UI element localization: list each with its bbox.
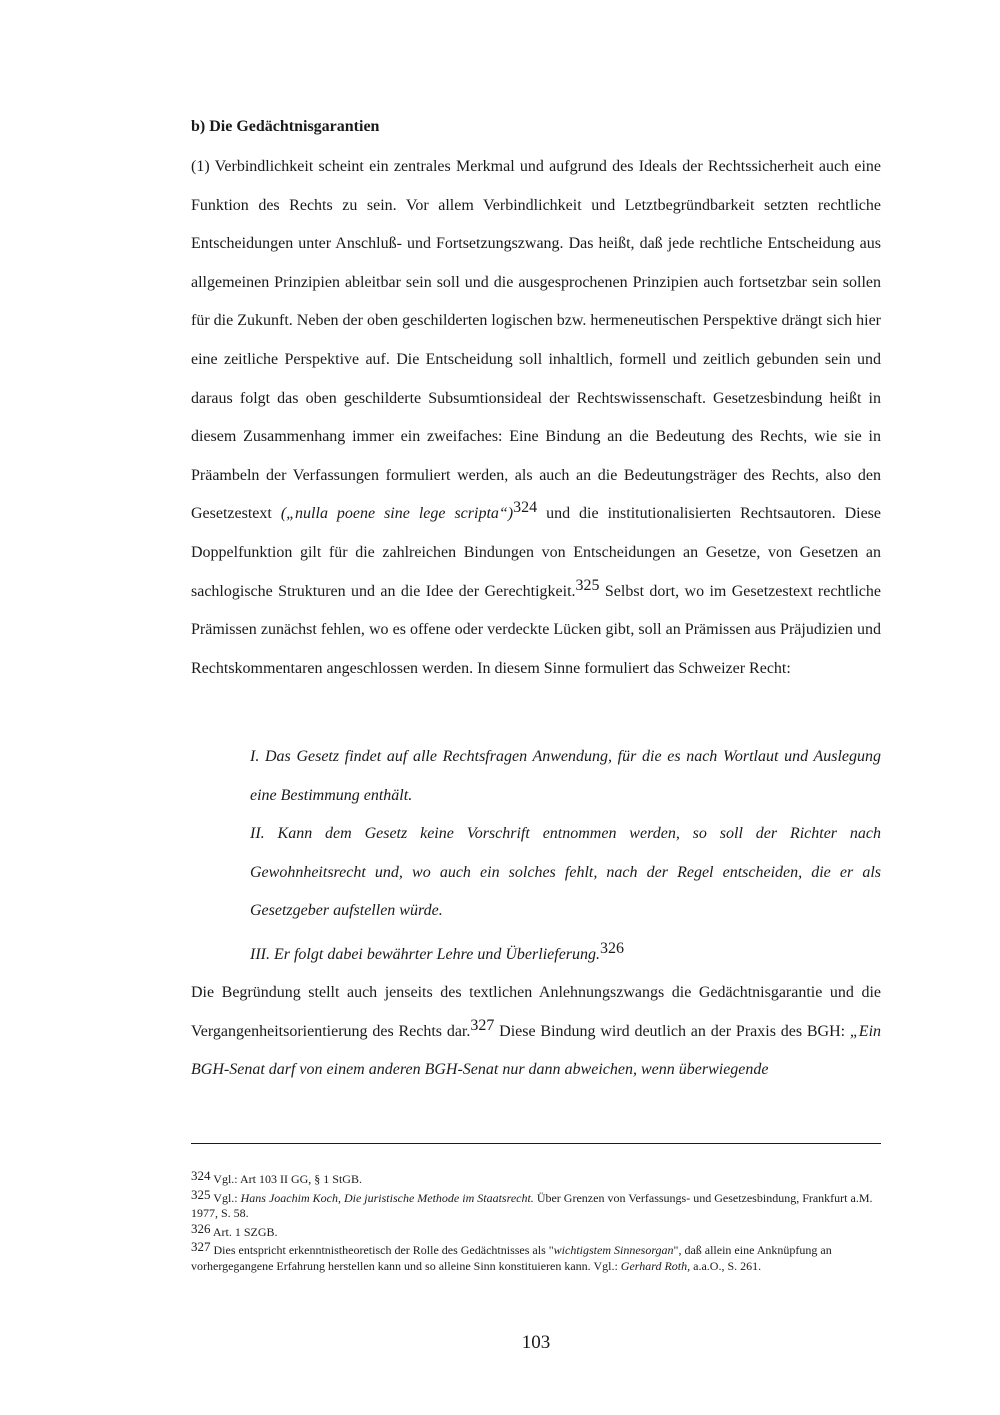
footnote-number: 327: [191, 1239, 211, 1254]
page-number: 103: [521, 1332, 551, 1353]
latin-maxim: („nulla poene sine lege scripta“): [280, 505, 514, 523]
paragraph-1-text-b: und die institutionalisierten Rechtsautoren. Diese Doppelfunktion gilt für die zahlreichen Bindungen von Entscheidungen an Gesetze, von Gesetzen an sachlogische Strukturen und an die Idee der Gerechtigkeit.: [191, 505, 882, 600]
paragraph-1: [191, 148, 881, 688]
paragraph-2-text-a: Die Begründung stellt auch jenseits des textlichen Anlehnungszwangs die Gedächtnisgarantie und die Vergangenheitsorientierung des Rechts dar.: [191, 984, 881, 1040]
paragraph-2-text-b: Diese Bindung wird deutlich an der Praxis des BGH:: [494, 1022, 850, 1040]
bgh-quote: „Ein BGH-Senat darf von einem anderen BGH-Senat nur dann abweichen, wenn überwiegende: [191, 1022, 882, 1079]
footnote-326: [191, 1220, 881, 1241]
footnote-ref-324[interactable]: 324: [513, 499, 538, 517]
paragraph-2: [191, 974, 881, 1090]
footnote-emphasis: wichtigstem Sinnesorgan: [553, 1243, 674, 1257]
footnote-325: [191, 1186, 881, 1222]
footnote-ref-326[interactable]: 326: [600, 940, 625, 957]
footnote-text: Vgl.: Art 103 II GG, § 1 StGB.: [210, 1172, 362, 1186]
footnote-number: 326: [191, 1220, 211, 1236]
footnote-citation-title: Hans Joachim Koch, Die juristische Methode im Staatsrecht.: [240, 1190, 534, 1205]
footnote-text: ", daß allein eine Anknüpfung an vorhergegangene Erfahrung herstellen kann und so alleine Sinn konstituieren kann. Vgl.:: [191, 1243, 832, 1273]
law-quote-1: I. Das Gesetz findet auf alle Rechtsfragen Anwendung, für die es nach Wortlaut und Auslegung eine Bestimmung enthält.: [250, 748, 881, 804]
law-quote-3: [250, 936, 881, 975]
footnote-number: 325: [191, 1186, 211, 1202]
footnote-ref-327[interactable]: 327: [470, 1016, 495, 1034]
footnote-text: Über Grenzen von Verfassungs- und Gesetzesbindung, Frankfurt a.M. 1977, S. 58.: [191, 1190, 873, 1220]
footnote-text: a.a.O., S. 261.: [690, 1258, 762, 1273]
law-quote-3-text: III. Er folgt dabei bewährter Lehre und Überlieferung.: [250, 946, 601, 963]
footnotes: [191, 1168, 881, 1277]
paragraph-1-text-c: Selbst dort, wo im Gesetzestext rechtliche Prämissen zunächst fehlen, wo es offene oder verdeckte Lücken gibt, soll an Prämissen aus Präjudizien und Rechtskommentaren angeschlossen werden. In diesem Sinne formuliert das Schweizer Recht:: [191, 582, 881, 677]
law-quote-2: II. Kann dem Gesetz keine Vorschrift entnommen werden, so soll der Richter nach Gewohnheitsrecht und, wo auch ein solches fehlt, nach der Regel entscheiden, die er als Gesetzgeber aufstellen würde.: [250, 825, 881, 920]
footnote-324: [191, 1168, 881, 1188]
footnote-separator: [191, 1143, 881, 1144]
footnote-citation-author: Gerhard Roth,: [620, 1258, 691, 1273]
paragraph-1-text-a: (1) Verbindlichkeit scheint ein zentrales Merkmal und aufgrund des Ideals der Rechtssicherheit auch eine Funktion des Rechts zu sein. Vor allem Verbindlichkeit und Letztbegründbarkeit setzten rechtliche Entscheidungen unter Anschluß- und Fortsetzungszwang. Das heißt, daß jede rechtliche Entscheidung aus allgemeinen Prinzipien ableitbar sein soll und die ausgesprochenen Prinzipien auch fortsetzbar sein sollen für die Zukunft. Neben der oben geschilderten logischen bzw. hermeneutischen Perspektive drängt sich hier eine zeitliche Perspektive auf. Die Entscheidung soll inhaltlich, formell und zeitlich gebunden sein und daraus folgt das oben geschilderte Subsumtionsideal der Rechtswissenschaft. Gesetzesbindung heißt in diesem Zusammenhang immer ein zweifaches: Eine Bindung an die Bedeutung des Rechts, wie sie in Präambeln der Verfassungen formuliert werden, als auch an die Bedeutungsträger des Rechts, also den Gesetzestext: [191, 158, 881, 523]
footnote-text: Art. 1 SZGB.: [210, 1224, 278, 1239]
footnote-ref-325[interactable]: 325: [575, 576, 600, 594]
footnote-text: Vgl.:: [210, 1190, 241, 1205]
footnote-number: 324: [191, 1168, 211, 1183]
footnote-327: [191, 1239, 881, 1274]
footnote-text: Dies entspricht erkenntnistheoretisch der Rolle des Gedächtnisses als ": [210, 1243, 554, 1257]
section-heading: b) Die Gedächtnisgarantien: [191, 118, 380, 135]
